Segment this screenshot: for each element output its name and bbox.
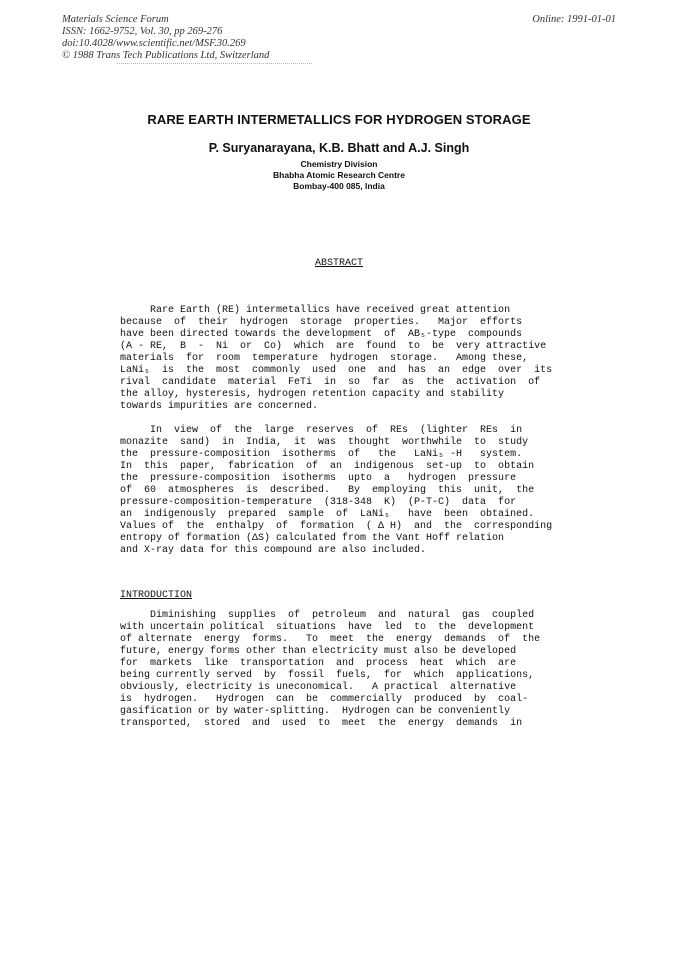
- introduction-heading: INTRODUCTION: [120, 590, 193, 601]
- publication-info: [62, 14, 269, 62]
- text-line: the pressure-composition isotherms upto a hydrogen pressure: [120, 473, 517, 484]
- text-line: the pressure-composition isotherms of the LaNi₅ -H system.: [120, 449, 523, 460]
- paper-title: RARE EARTH INTERMETALLICS FOR HYDROGEN STORAGE: [147, 112, 531, 127]
- text-line: with uncertain political situations have led to the development: [120, 622, 535, 633]
- copyright-line: © 1988 Trans Tech Publications Ltd, Switzerland: [62, 50, 270, 61]
- text-line: materials for room temperature hydrogen storage. Among these,: [120, 353, 529, 364]
- text-line: In view of the large reserves of REs (lighter REs in: [120, 425, 523, 436]
- text-line: of alternate energy forms. To meet the energy demands of the: [120, 634, 541, 645]
- doi-line: doi:10.4028/www.scientific.net/MSF.30.269: [62, 38, 246, 49]
- text-line: Diminishing supplies of petroleum and natural gas coupled: [120, 610, 535, 621]
- affiliation-city: Bombay-400 085, India: [293, 181, 385, 191]
- text-line: an indigenously prepared sample of LaNi₅ have been obtained.: [120, 509, 535, 520]
- text-line: rival candidate material FeTi in so far as the activation of: [120, 377, 541, 388]
- text-line: monazite sand) in India, it was thought worthwhile to study: [120, 437, 529, 448]
- affiliation-institution: Bhabha Atomic Research Centre: [273, 170, 405, 180]
- text-line: entropy of formation (ΔS) calculated from the Vant Hoff relation: [120, 533, 505, 544]
- introduction-paragraph-1: [120, 610, 548, 730]
- journal-name: Materials Science Forum: [62, 14, 169, 25]
- text-line: gasification or by water-splitting. Hydrogen can be conveniently: [120, 706, 511, 717]
- text-line: have been directed towards the development of AB₅-type compounds: [120, 329, 523, 340]
- text-line: In this paper, fabrication of an indigenous set-up to obtain: [120, 461, 535, 472]
- abstract-paragraph-1: [120, 305, 553, 413]
- text-line: future, energy forms other than electricity must also be developed: [120, 646, 517, 657]
- abstract-paragraph-2: [120, 425, 548, 521]
- scan-artifact: [117, 63, 312, 68]
- text-line: Values of the enthalpy of formation ( Δ H) and the corresponding: [120, 521, 553, 532]
- online-date: Online: 1991-01-01: [532, 14, 616, 25]
- text-line: transported, stored and used to meet the energy demands in: [120, 718, 523, 729]
- text-line: being currently served by fossil fuels, for which applications,: [120, 670, 535, 681]
- paper-authors: P. Suryanarayana, K.B. Bhatt and A.J. Singh: [208, 141, 470, 155]
- affiliation: [0, 159, 678, 192]
- abstract-heading: ABSTRACT: [314, 258, 363, 269]
- text-line: pressure-composition-temperature (318-348 K) (P-T-C) data for: [120, 497, 517, 508]
- abstract-paragraph-3: [120, 521, 553, 557]
- text-line: the alloy, hysteresis, hydrogen retention capacity and stability: [120, 389, 505, 400]
- text-line: Rare Earth (RE) intermetallics have received great attention: [120, 305, 511, 316]
- text-line: obviously, electricity is uneconomical. A practical alternative: [120, 682, 517, 693]
- text-line: is hydrogen. Hydrogen can be commercially produced by coal-: [120, 694, 529, 705]
- affiliation-division: Chemistry Division: [300, 159, 378, 169]
- text-line: LaNi₅ is the most commonly used one and has an edge over its: [120, 365, 553, 376]
- text-line: of 60 atmospheres is described. By employing this unit, the: [120, 485, 535, 496]
- text-line: towards impurities are concerned.: [120, 401, 319, 412]
- issn-line: ISSN: 1662-9752, Vol. 30, pp 269-276: [62, 26, 223, 37]
- text-line: for markets like transportation and process heat which are: [120, 658, 517, 669]
- text-line: because of their hydrogen storage properties. Major efforts: [120, 317, 523, 328]
- text-line: (A - RE, B - Ni or Co) which are found to be very attractive: [120, 341, 547, 352]
- text-line: and X-ray data for this compound are also included.: [120, 545, 427, 556]
